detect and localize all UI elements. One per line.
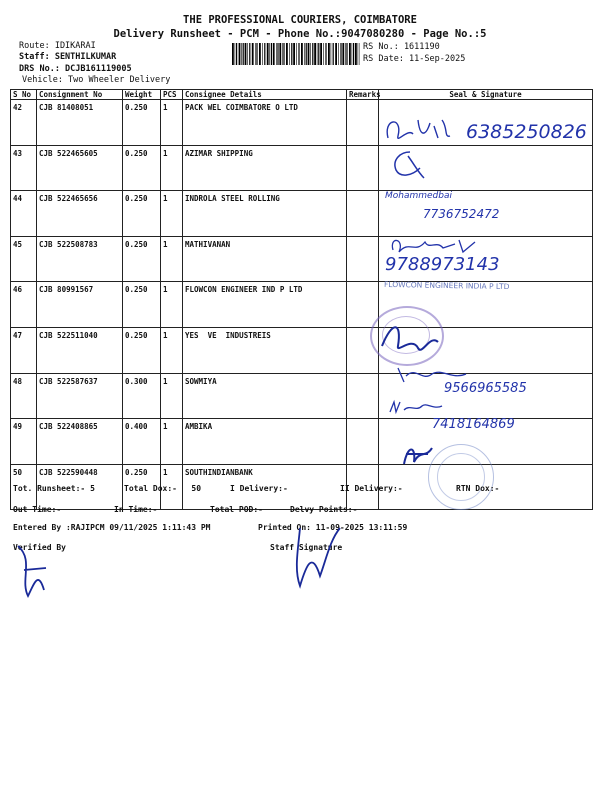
row-consignee: FLOWCON ENGINEER IND P LTD (183, 282, 347, 328)
verified-by: Verified By (13, 543, 66, 552)
row-weight: 0.250 (123, 282, 161, 328)
row-weight: 0.250 (123, 327, 161, 373)
out-time: Out Time:- (13, 505, 62, 514)
verifier-signature (14, 540, 54, 600)
signature-phone-48: 9566965585 (444, 381, 527, 396)
row-weight: 0.300 (123, 373, 161, 419)
row-remarks (347, 373, 379, 419)
row-consignment: CJB 522511040 (37, 327, 123, 373)
signature-phone-49: 7418164869 (432, 417, 515, 432)
row-pcs: 1 (161, 145, 183, 191)
row-remarks (347, 145, 379, 191)
signature-row-48 (392, 362, 592, 396)
row-sno: 42 (11, 100, 37, 146)
row-consignee: AZIMAR SHIPPING (183, 145, 347, 191)
signature-phone-44: 7736752472 (423, 207, 500, 221)
bank-seal-stamp (428, 444, 494, 510)
row-remarks (347, 419, 379, 465)
col-sno: S No (11, 90, 37, 100)
col-consignment-no: Consignment No (37, 90, 123, 100)
row-remarks (347, 191, 379, 237)
rs-number: RS No.: 1611190 (363, 42, 440, 52)
row-consignment: CJB 522465605 (37, 145, 123, 191)
drs-number: DRS No.: DCJB161119005 (19, 64, 132, 74)
row-sno: 45 (11, 236, 37, 282)
row-pcs: 1 (161, 419, 183, 465)
row-sno: 49 (11, 419, 37, 465)
signature-name-44: Mohammedbai (385, 191, 453, 201)
total-pod: Total POD:- (210, 505, 263, 514)
row-weight: 0.250 (123, 145, 161, 191)
signature-phone-42: 6385250826 (466, 121, 587, 143)
staff-signature: Staff Signature (270, 543, 343, 552)
table-header-row (11, 90, 593, 100)
printed-on: Printed On: 11-09-2025 13:11:59 (258, 523, 408, 532)
row-consignee: SOUTHINDIANBANK (183, 464, 347, 510)
staff-label: Staff: SENTHILKUMAR (19, 52, 117, 62)
col-weight: Weight (123, 90, 161, 100)
signature-phone-45: 9788973143 (385, 254, 500, 274)
signature-row-43 (380, 148, 440, 183)
row-pcs: 1 (161, 327, 183, 373)
barcode (232, 43, 360, 65)
stamp-text-46: FLOWCON ENGINEER INDIA P LTD (383, 279, 510, 292)
row-consignee: SOWMIYA (183, 373, 347, 419)
col-remarks: Remarks (347, 90, 379, 100)
row-sno: 46 (11, 282, 37, 328)
row-weight: 0.250 (123, 191, 161, 237)
row-pcs: 1 (161, 282, 183, 328)
signature-row-44 (385, 186, 585, 226)
row-sno: 50 (11, 464, 37, 510)
row-consignment: CJB 522587637 (37, 373, 123, 419)
row-consignment: CJB 522408865 (37, 419, 123, 465)
signature-row-47 (372, 316, 452, 361)
col-consignee-details: Consignee Details (183, 90, 347, 100)
row-pcs: 1 (161, 464, 183, 510)
row-consignee: INDROLA STEEL ROLLING (183, 191, 347, 237)
col-seal-signature: Seal & Signature (379, 90, 593, 100)
row-weight: 0.250 (123, 464, 161, 510)
row-weight: 0.250 (123, 100, 161, 146)
rs-date: RS Date: 11-Sep-2025 (363, 54, 466, 64)
vehicle-label: Vehicle: Two Wheeler Delivery (22, 75, 171, 85)
delvy-points: Delvy Points:- (290, 505, 358, 514)
entered-by: Entered By :RAJIPCM 09/11/2025 1:11:43 PM (13, 523, 211, 532)
row-consignment: CJB 522465656 (37, 191, 123, 237)
row-consignment: CJB 522508783 (37, 236, 123, 282)
row-remarks (347, 236, 379, 282)
row-consignee: YES VE INDUSTREIS (183, 327, 347, 373)
in-time: In Time:- (114, 505, 158, 514)
row-pcs: 1 (161, 191, 183, 237)
staff-signature-mark (290, 520, 350, 590)
row-consignee: MATHIVANAN (183, 236, 347, 282)
signature-row-42 (378, 108, 598, 153)
row-pcs: 1 (161, 236, 183, 282)
ii-delivery: II Delivery:- (340, 484, 403, 493)
table-row (11, 464, 593, 510)
signature-row-49 (386, 398, 546, 434)
rtn-dox: RTN Dox:- (456, 484, 500, 493)
col-pcs: PCS (161, 90, 183, 100)
row-pcs: 1 (161, 100, 183, 146)
row-consignment: CJB 522590448 (37, 464, 123, 510)
row-sno: 47 (11, 327, 37, 373)
row-weight: 0.400 (123, 419, 161, 465)
total-runsheet: Tot. Runsheet:- 5 (13, 484, 95, 493)
runsheet-title: Delivery Runsheet - PCM - Phone No.:9047080280 - Page No.:5 (113, 28, 487, 40)
signature-row-45 (385, 232, 545, 274)
i-delivery: I Delivery:- (230, 484, 288, 493)
row-remarks (347, 100, 379, 146)
route-label: Route: IDIKARAI (19, 41, 96, 51)
row-sno: 43 (11, 145, 37, 191)
row-sno: 48 (11, 373, 37, 419)
row-consignment: CJB 81408051 (37, 100, 123, 146)
row-consignee: AMBIKA (183, 419, 347, 465)
row-consignee: PACK WEL COIMBATORE O LTD (183, 100, 347, 146)
row-pcs: 1 (161, 373, 183, 419)
total-dox: Total Dox:- 50 (124, 484, 202, 493)
row-weight: 0.250 (123, 236, 161, 282)
row-consignment: CJB 80991567 (37, 282, 123, 328)
row-sno: 44 (11, 191, 37, 237)
company-name: THE PROFESSIONAL COURIERS, COIMBATORE (183, 14, 417, 26)
